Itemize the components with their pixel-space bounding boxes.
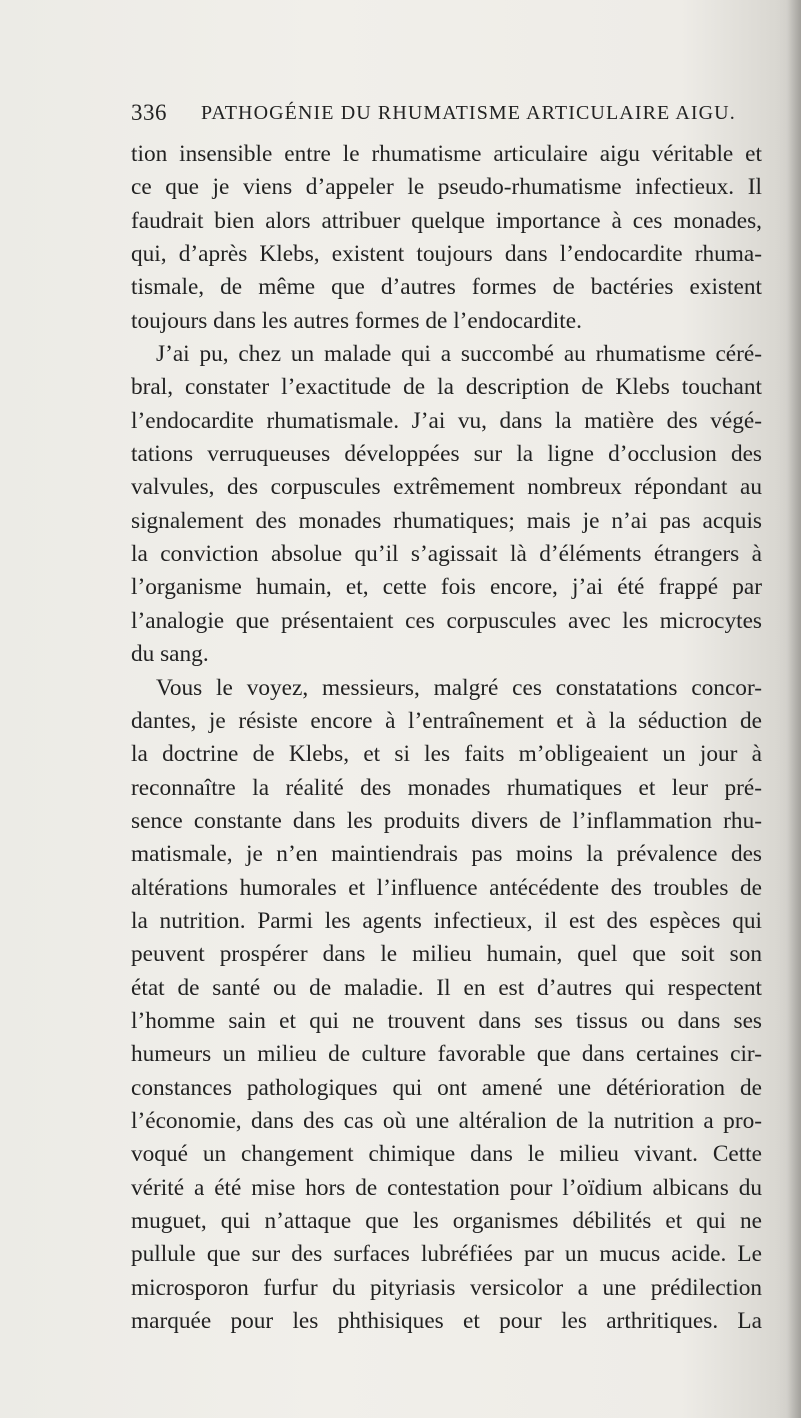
text-line: l’endocardite rhumatismale. J’ai vu, dans la matière des végé- xyxy=(131,407,762,434)
text-line: ce que je viens d’appeler le pseudo-rhumatisme infectieux. Il xyxy=(131,174,762,201)
text-line: constances pathologiques qui ont amené une détérioration de xyxy=(131,1074,762,1101)
text-line: J’ai pu, chez un malade qui a succombé au rhumatisme céré- xyxy=(156,341,762,368)
page-edge-shadow xyxy=(787,0,801,1418)
text-line: faudrait bien alors attribuer quelque importance à ces monades, xyxy=(131,207,762,234)
text-line: reconnaître la réalité des monades rhumatiques et leur pré- xyxy=(131,774,762,801)
text-line: toujours dans les autres formes de l’endocardite. xyxy=(131,307,582,334)
text-line: la nutrition. Parmi les agents infectieux, il est des espèces qui xyxy=(131,907,762,934)
text-line: l’homme sain et qui ne trouvent dans ses tissus ou dans ses xyxy=(131,1007,762,1034)
body-text xyxy=(131,138,762,1338)
text-line: l’organisme humain, et, cette fois encore, j’ai été frappé par xyxy=(131,574,762,601)
text-line: sence constante dans les produits divers de l’inflammation rhu- xyxy=(131,807,762,834)
page-header xyxy=(131,100,736,132)
text-line: vérité a été mise hors de contestation pour l’oïdium albicans du xyxy=(131,1174,762,1201)
text-line: la doctrine de Klebs, et si les faits m’obligeaient un jour à xyxy=(131,741,762,768)
text-line: peuvent prospérer dans le milieu humain, quel que soit son xyxy=(131,941,762,968)
text-line: état de santé ou de maladie. Il en est d’autres qui respectent xyxy=(131,974,762,1001)
text-line: tismale, de même que d’autres formes de bactéries existent xyxy=(131,274,762,301)
text-line: muguet, qui n’attaque que les organismes débilités et qui ne xyxy=(131,1208,762,1234)
text-line: humeurs un milieu de culture favorable que dans certaines cir- xyxy=(131,1041,762,1068)
text-line: l’analogie que présentaient ces corpuscules avec les microcytes xyxy=(131,607,762,634)
text-line: matismale, je n’en maintiendrais pas moins la prévalence des xyxy=(131,841,762,868)
text-line: marquée pour les phthisiques et pour les arthritiques. La xyxy=(131,1308,762,1335)
text-line: qui, d’après Klebs, existent toujours dans l’endocardite rhuma- xyxy=(131,241,762,268)
text-line: tion insensible entre le rhumatisme articulaire aigu véritable et xyxy=(131,141,762,167)
text-line: valvules, des corpuscules extrêmement nombreux répondant au xyxy=(131,474,762,501)
text-line: tations verruqueuses développées sur la ligne d’occlusion des xyxy=(131,441,762,468)
text-line: signalement des monades rhumatiques; mais je n’ai pas acquis xyxy=(131,507,762,534)
running-title: PATHOGÉNIE DU RHUMATISME ARTICULAIRE AIGU. xyxy=(201,102,736,124)
text-line: microsporon furfur du pityriasis versicolor a une prédilection xyxy=(131,1274,762,1301)
text-line: l’économie, dans des cas où une altéralion de la nutrition a pro- xyxy=(131,1107,762,1134)
text-line: la conviction absolue qu’il s’agissait là d’éléments étrangers à xyxy=(131,541,762,568)
text-line: pullule que sur des surfaces lubréfiées par un mucus acide. Le xyxy=(131,1241,762,1268)
text-line: Vous le voyez, messieurs, malgré ces constatations concor- xyxy=(156,674,762,701)
page-number: 336 xyxy=(131,100,167,125)
text-line: dantes, je résiste encore à l’entraînement et à la séduction de xyxy=(131,707,762,734)
text-line: voqué un changement chimique dans le milieu vivant. Cette xyxy=(131,1141,762,1168)
text-line: du sang. xyxy=(131,641,209,668)
text-line: bral, constater l’exactitude de la description de Klebs touchant xyxy=(131,374,762,401)
text-line: altérations humorales et l’influence antécédente des troubles de xyxy=(131,874,762,901)
